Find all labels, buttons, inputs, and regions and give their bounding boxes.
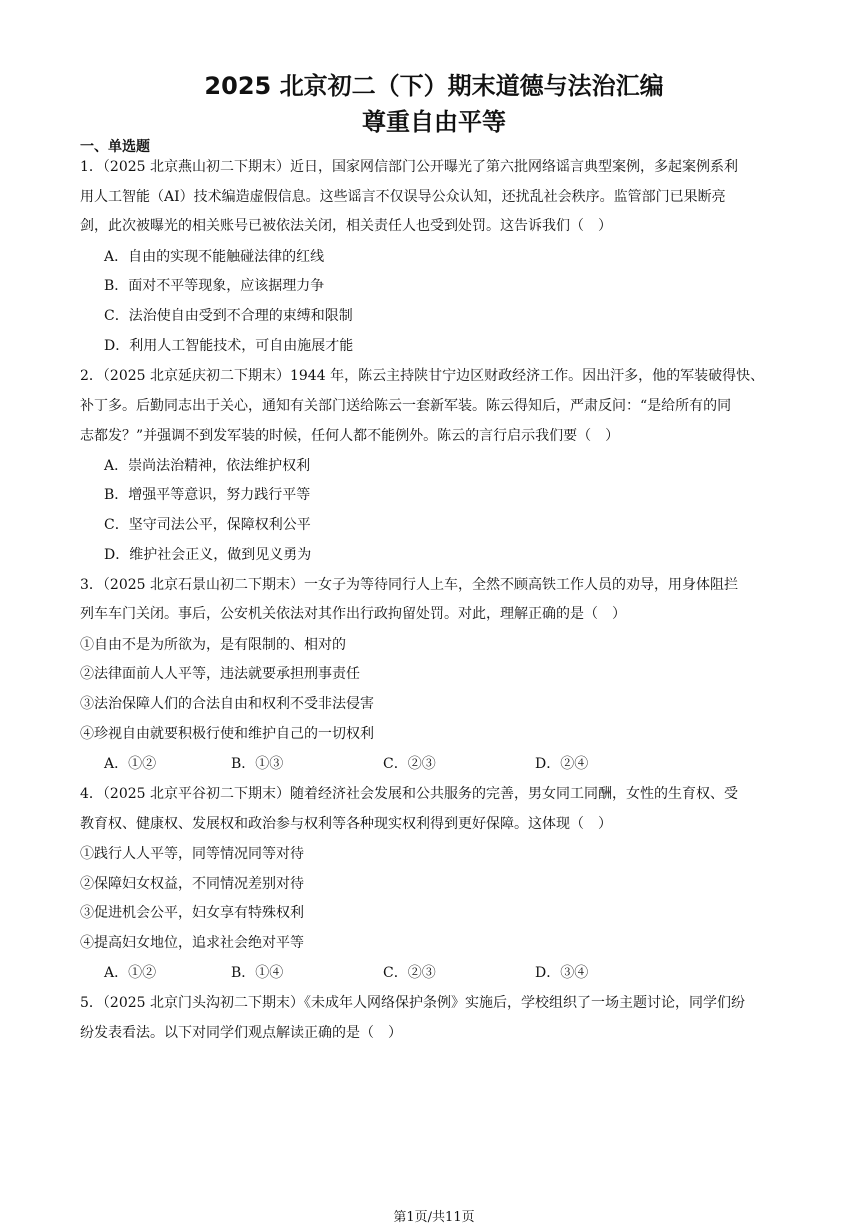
question-4-choice-c: C．②③ xyxy=(383,965,436,981)
question-2-line-1: 2．（2025 北京延庆初二下期末）1944 年，陈云主持陕甘宁边区财政经济工作。因出汗多，他的军装破得快、 xyxy=(80,368,765,384)
question-5-line-2: 纷发表看法。以下对同学们观点解读正确的是（ ） xyxy=(80,1025,402,1041)
question-1-option-d: D．利用人工智能技术，可自由施展才能 xyxy=(104,338,354,354)
question-3-statement-2: ②法律面前人人平等，违法就要承担刑事责任 xyxy=(80,666,360,682)
question-1-option-c: C．法治使自由受到不合理的束缚和限制 xyxy=(104,308,353,324)
question-4-line-2: 教育权、健康权、发展权和政治参与权利等各种现实权利得到更好保障。这体现（ ） xyxy=(80,816,612,832)
question-3-statement-3: ③法治保障人们的合法自由和权利不受非法侵害 xyxy=(80,696,374,712)
section-heading: 一、单选题 xyxy=(80,139,150,155)
question-4-statement-1: ①践行人人平等，同等情况同等对待 xyxy=(80,846,304,862)
question-3-choice-a: A．①② xyxy=(104,756,157,772)
question-4-statement-2: ②保障妇女权益，不同情况差别对待 xyxy=(80,876,304,892)
question-1-line-1: 1．（2025 北京燕山初二下期末）近日，国家网信部门公开曝光了第六批网络谣言典型案例，多起案例系利 xyxy=(80,159,738,175)
question-3-line-2: 列车车门关闭。事后，公安机关依法对其作出行政拘留处罚。对此，理解正确的是（ ） xyxy=(80,606,626,622)
question-4-statement-4: ④提高妇女地位，追求社会绝对平等 xyxy=(80,935,304,951)
question-3-choice-d: D．②④ xyxy=(535,756,589,772)
question-5-line-1: 5．（2025 北京门头沟初二下期末）《未成年人网络保护条例》实施后，学校组织了一场主题讨论，同学们纷 xyxy=(80,995,745,1011)
question-1-line-3: 剑，此次被曝光的相关账号已被依法关闭，相关责任人也受到处罚。这告诉我们（ ） xyxy=(80,218,612,234)
question-3-choice-c: C．②③ xyxy=(383,756,436,772)
question-3-statement-1: ①自由不是为所欲为，是有限制的、相对的 xyxy=(80,637,346,653)
document-title-line2: 尊重自由平等 xyxy=(362,108,506,136)
question-4-line-1: 4．（2025 北京平谷初二下期末）随着经济社会发展和公共服务的完善，男女同工同酬，女性的生育权、受 xyxy=(80,786,738,802)
question-2-line-2: 补丁多。后勤同志出于关心，通知有关部门送给陈云一套新军装。陈云得知后，严肃反问：“是给所有的同 xyxy=(80,398,732,414)
question-2-option-d: D．维护社会正义，做到见义勇为 xyxy=(104,547,312,563)
question-4-choice-b: B．①④ xyxy=(231,965,284,981)
question-2-option-a: A．崇尚法治精神，依法维护权利 xyxy=(104,458,311,474)
question-2-line-3: 志都发？”并强调不到发军装的时候，任何人都不能例外。陈云的言行启示我们要（ ） xyxy=(80,428,620,444)
question-2-option-c: C．坚守司法公平，保障权利公平 xyxy=(104,517,311,533)
question-3-choice-b: B．①③ xyxy=(231,756,284,772)
question-1-option-b: B．面对不平等现象，应该据理力争 xyxy=(104,278,325,294)
page-footer: 第1页/共11页 xyxy=(393,1210,475,1225)
question-4-choice-a: A．①② xyxy=(104,965,157,981)
question-4-statement-3: ③促进机会公平，妇女享有特殊权利 xyxy=(80,905,304,921)
question-3-statement-4: ④珍视自由就要积极行使和维护自己的一切权利 xyxy=(80,726,374,742)
question-1-option-a: A．自由的实现不能触碰法律的红线 xyxy=(104,249,325,265)
question-4-choice-d: D．③④ xyxy=(535,965,589,981)
question-2-option-b: B．增强平等意识，努力践行平等 xyxy=(104,487,311,503)
question-3-line-1: 3．（2025 北京石景山初二下期末）一女子为等待同行人上车，全然不顾高铁工作人员的劝导，用身体阻拦 xyxy=(80,577,738,593)
document-title-line1: 2025 北京初二（下）期末道德与法治汇编 xyxy=(204,72,664,100)
question-1-line-2: 用人工智能（AI）技术编造虚假信息。这些谣言不仅误导公众认知，还扰乱社会秩序。监管部门已果断亮 xyxy=(80,189,726,205)
